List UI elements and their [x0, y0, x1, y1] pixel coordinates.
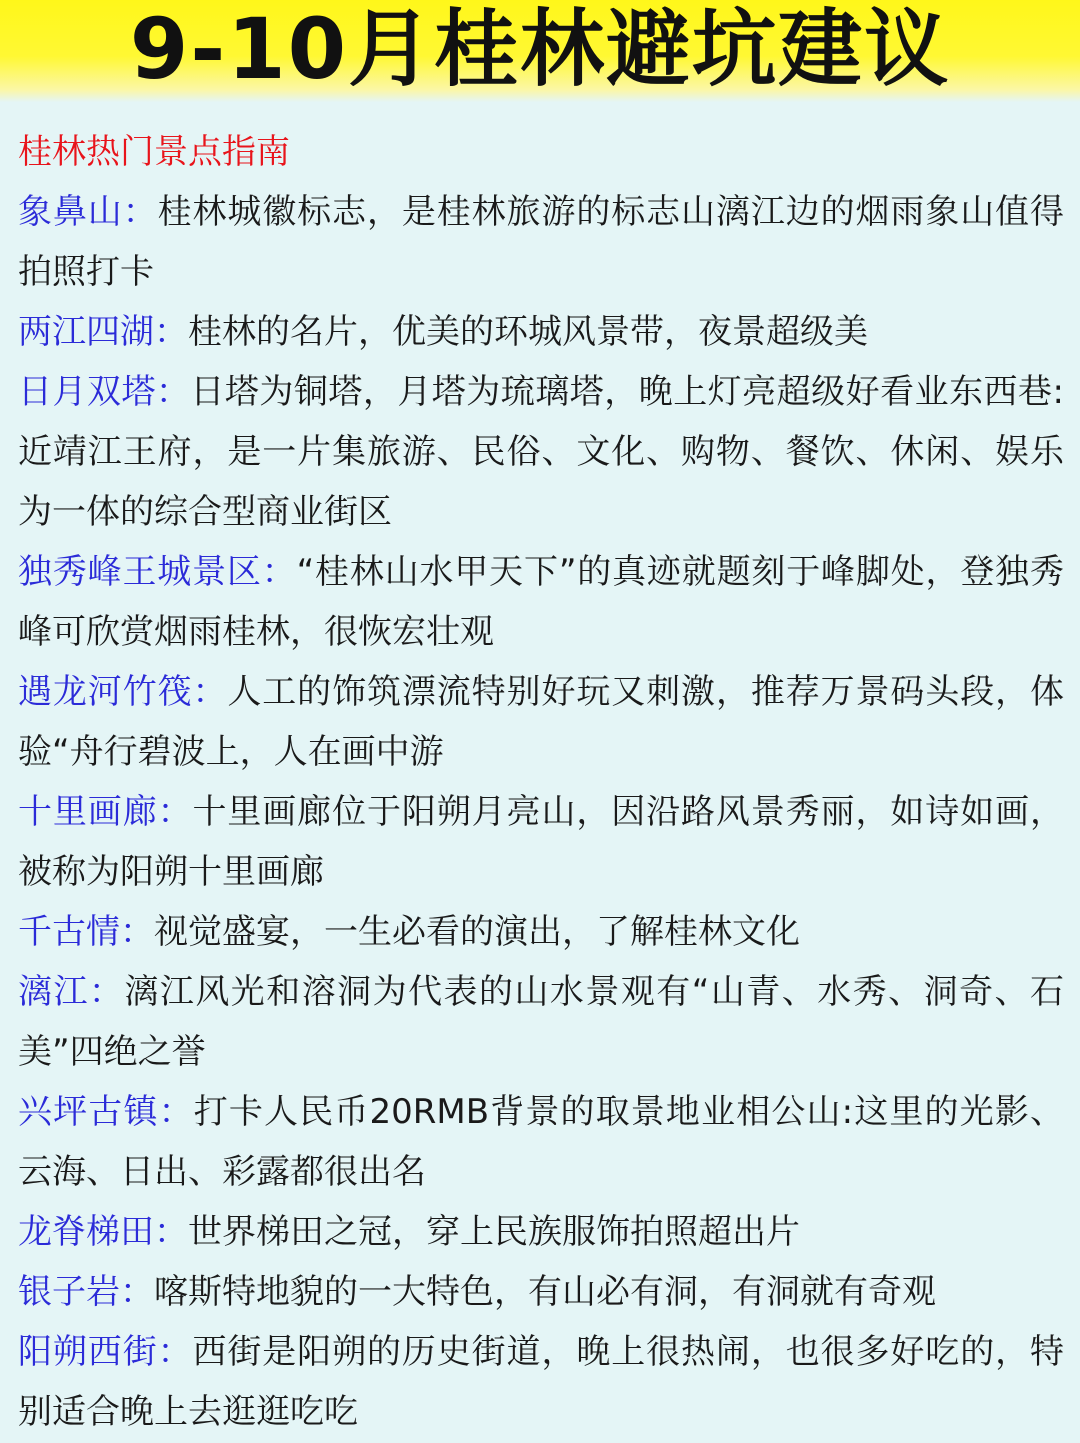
list-item	[18, 902, 1064, 962]
attraction-description: 西街是阳朔的历史街道，晚上很热闹，也很多好吃的，特别适合晚上去逛逛吃吃	[18, 1332, 1064, 1432]
list-item	[18, 302, 1064, 362]
page-title: 9-10月桂林避坑建议	[129, 0, 951, 98]
attraction-name: 银子岩：	[18, 1272, 154, 1312]
attraction-description: 桂林城徽标志，是桂林旅游的标志山漓江边的烟雨象山值得拍照打卡	[18, 192, 1065, 292]
attraction-name: 兴坪古镇：	[18, 1092, 194, 1132]
attraction-name: 十里画廊：	[18, 792, 193, 832]
attraction-description: 人工的饰筑漂流特别好玩又刺激，推荐万景码头段，体验“舟行碧波上，人在画中游	[18, 672, 1065, 772]
attraction-description: 日塔为铜塔，月塔为琉璃塔，晚上灯亮超级好看业东西巷:近靖江王府，是一片集旅游、民俗、文化、购物、餐饮、休闲、娱乐为一体的综合型商业街区	[18, 372, 1064, 532]
attraction-description: 漓江风光和溶洞为代表的山水景观有“山青、水秀、洞奇、石美”四绝之誉	[18, 972, 1064, 1072]
list-item	[18, 662, 1064, 782]
attraction-name: 象鼻山：	[18, 192, 158, 232]
list-item	[18, 182, 1064, 302]
title-banner	[0, 0, 1080, 102]
list-item	[18, 542, 1064, 662]
attraction-description: 喀斯特地貌的一大特色，有山必有洞，有洞就有奇观	[154, 1272, 936, 1312]
attraction-name: 独秀峰王城景区：	[18, 552, 297, 592]
list-item	[18, 1322, 1064, 1442]
attraction-name: 两江四湖：	[18, 312, 188, 352]
list-item	[18, 362, 1064, 542]
attraction-description: 视觉盛宴，一生必看的演出，了解桂林文化	[154, 912, 800, 952]
attraction-name: 遇龙河竹筏：	[18, 672, 228, 712]
attraction-name: 日月双塔：	[18, 372, 191, 412]
attraction-name: 漓江：	[18, 972, 125, 1012]
list-item	[18, 782, 1064, 902]
list-item	[18, 1262, 1064, 1322]
attraction-name: 千古情：	[18, 912, 154, 952]
list-item	[18, 1202, 1064, 1262]
attraction-description: 十里画廊位于阳朔月亮山，因沿路风景秀丽，如诗如画，被称为阳朔十里画廊	[18, 792, 1064, 892]
guide-content	[18, 122, 1064, 1442]
attraction-description: 打卡人民币20RMB背景的取景地业相公山:这里的光影、云海、日出、彩露都很出名	[18, 1092, 1064, 1192]
attraction-description: 桂林的名片，优美的环城风景带，夜景超级美	[188, 312, 868, 352]
section-title: 桂林热门景点指南	[18, 132, 290, 172]
list-item	[18, 1082, 1064, 1202]
attraction-description: 世界梯田之冠，穿上民族服饰拍照超出片	[188, 1212, 800, 1252]
attraction-name: 龙脊梯田：	[18, 1212, 188, 1252]
attraction-description: “桂林山水甲天下”的真迹就题刻于峰脚处，登独秀峰可欣赏烟雨桂林，很恢宏壮观	[18, 552, 1064, 652]
attraction-name: 阳朔西街：	[18, 1332, 193, 1372]
list-item	[18, 962, 1064, 1082]
